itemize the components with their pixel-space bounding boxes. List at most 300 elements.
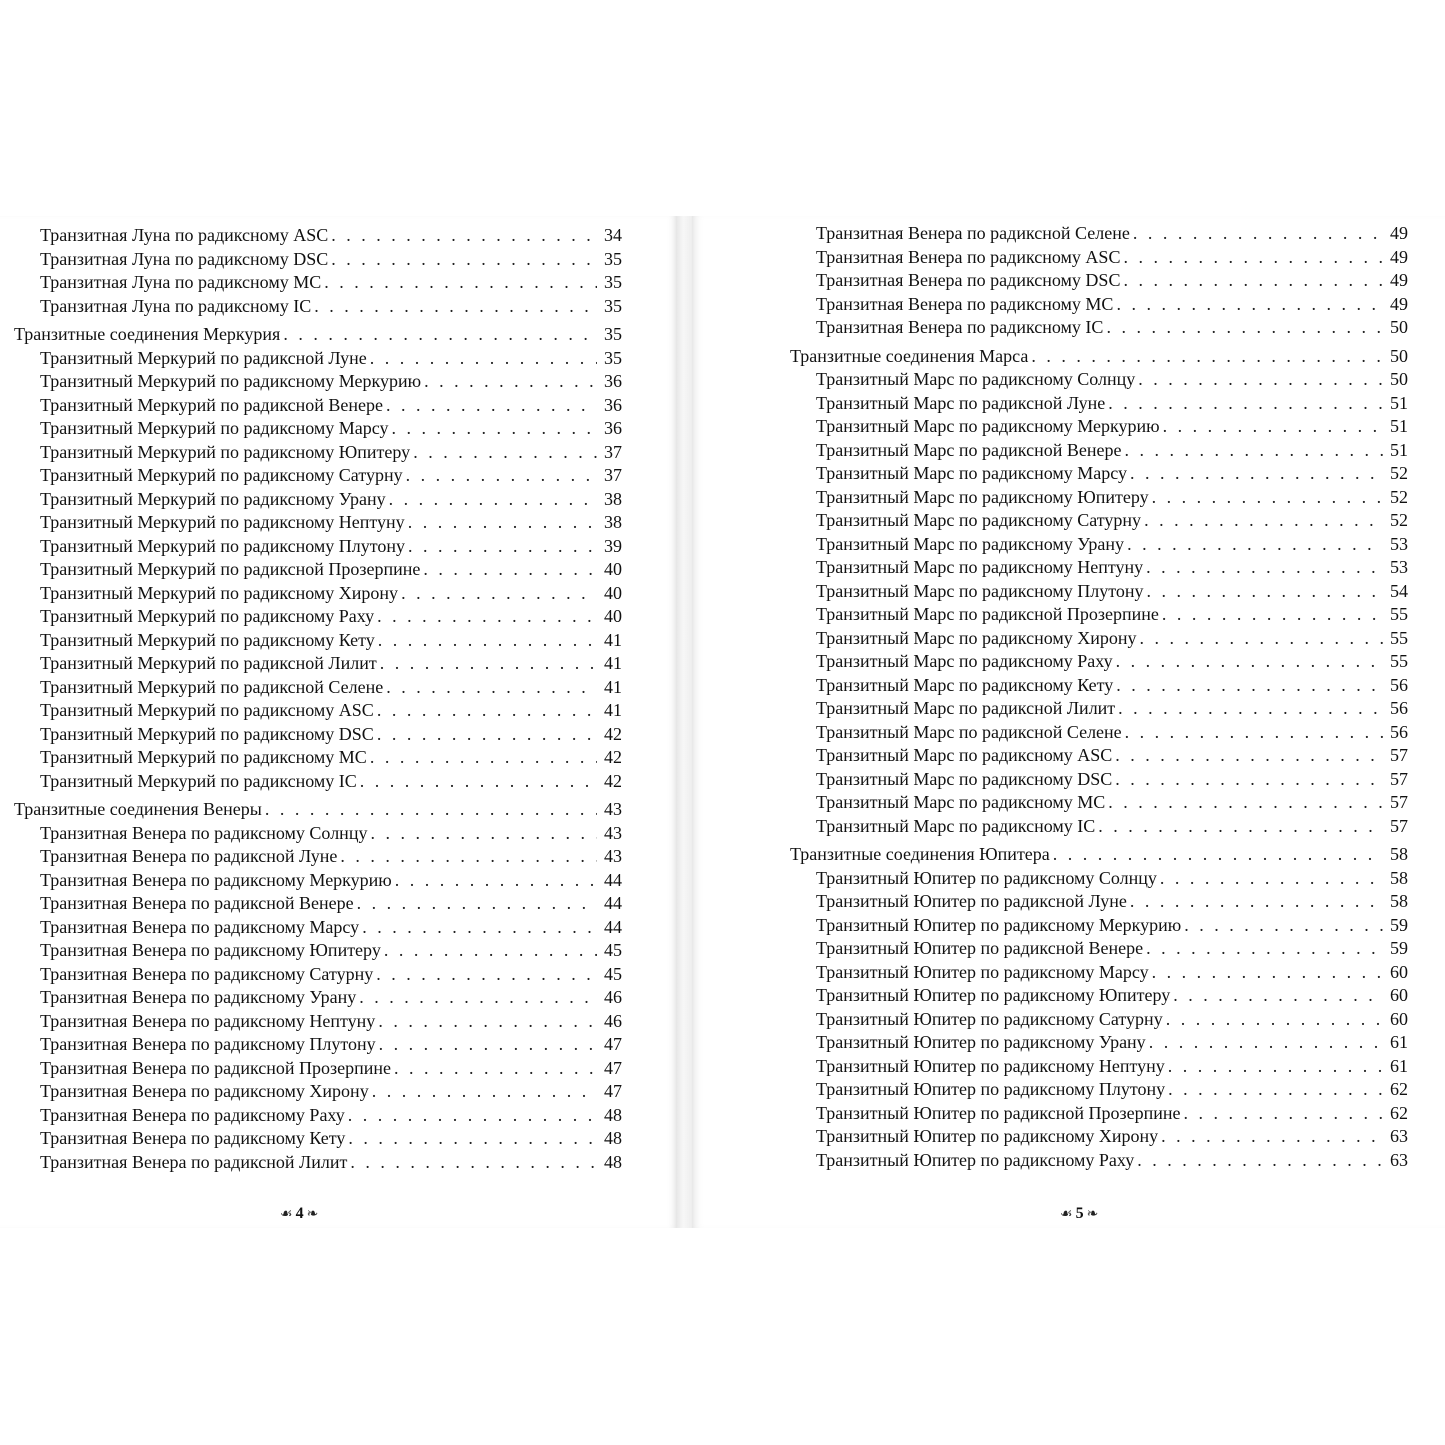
dot-leader [1108,791,1383,815]
dot-leader [1116,293,1383,317]
toc-entry-title: Транзитный Марс по радиксному DSC [816,768,1113,789]
toc-entry-title: Транзитная Венера по радиксному Юпитеру [40,940,381,960]
toc-entry-page-number: 36 [604,418,622,438]
dot-leader [1166,1008,1383,1032]
toc-entry-page-number: 42 [604,723,622,744]
dot-leader [331,224,597,248]
toc-entry-title: Транзитный Юпитер по радиксному Нептуну [816,1055,1165,1076]
toc-entry-page-number: 57 [1390,815,1408,836]
dot-leader [362,916,597,940]
toc-entry-title: Транзитный Меркурий по радиксной Венере [40,394,383,415]
toc-entry-title: Транзитный Марс по радиксной Селене [816,721,1122,742]
dot-leader [380,652,597,676]
toc-entry [790,697,1408,721]
dot-leader [1162,603,1383,627]
toc-entry-title: Транзитный Марс по радиксной Венере [816,439,1122,460]
dot-leader [359,986,597,1010]
toc-entry [790,937,1408,961]
toc-entry-title: Транзитная Венера по радиксной Прозерпине [40,1057,391,1078]
toc-entry [790,556,1408,580]
dot-leader [376,963,597,987]
toc-entry [790,791,1408,815]
toc-entry-title: Транзитная Луна по радиксному МС [40,272,322,292]
right-ornament-icon: ❧ [306,1206,319,1222]
dot-leader [389,488,597,512]
toc-entry-page-number: 61 [1390,1055,1408,1076]
dot-leader [314,295,597,319]
toc-entry-page-number: 35 [604,347,622,368]
toc-entry-page-number: 43 [604,846,622,866]
toc-entry [790,650,1408,674]
toc-entry-title: Транзитная Венера по радиксному ASC [816,246,1121,267]
toc-entry-page-number: 56 [1390,674,1408,695]
toc-entry-page-number: 42 [604,747,622,767]
toc-entry-title: Транзитный Марс по радиксной Прозерпине [816,604,1159,624]
toc-entry [14,1151,622,1175]
toc-entry-page-number: 41 [604,700,622,720]
toc-entry-title: Транзитный Юпитер по радиксной Венере [816,938,1144,958]
toc-entry-page-number: 48 [604,1128,622,1148]
toc-entry [790,867,1408,891]
toc-entry-page-number: 41 [604,629,622,650]
toc-entry-title: Транзитные соединения Марса [790,345,1029,366]
left-ornament-icon: ☙ [280,1206,293,1222]
toc-entry-page-number: 37 [604,441,622,462]
toc-entry [14,558,622,582]
toc-entry-title: Транзитный Марс по радиксному Сатурну [816,510,1142,530]
toc-entry-page-number: 51 [1390,416,1408,436]
toc-entry-title: Транзитный Марс по радиксному Плутону [816,580,1144,601]
dot-leader [1118,697,1383,721]
toc-entry-title: Транзитный Меркурий по радиксному Кету [40,629,375,650]
toc-entry [14,441,622,465]
book-gutter [676,216,692,1228]
toc-entry-page-number: 40 [604,606,622,626]
toc-entry-title: Транзитный Марс по радиксному Солнцу [816,369,1136,389]
toc-entry [14,822,622,846]
toc-entry [14,511,622,535]
toc-entry [14,963,622,987]
toc-entry [790,222,1408,246]
right-page-number-text: 5 [1075,1205,1084,1222]
dot-leader [1152,961,1383,985]
toc-entry-title: Транзитная Венера по радиксному Раху [40,1104,345,1125]
dot-leader [1138,368,1383,392]
toc-entry [14,582,622,606]
dot-leader [348,1127,597,1151]
toc-entry [14,605,622,629]
toc-entry-title: Транзитный Марс по радиксному Марсу [816,463,1128,483]
toc-entry [14,394,622,418]
toc-entry-page-number: 60 [1390,985,1408,1005]
toc-entry-page-number: 50 [1390,345,1408,366]
toc-entry-title: Транзитный Марс по радиксному МС [816,792,1106,812]
toc-entry-title: Транзитная Луна по радиксному DSC [40,248,329,269]
dot-leader [1146,556,1383,580]
toc-entry-page-number: 56 [1390,721,1408,742]
toc-entry-title: Транзитный Меркурий по радиксному IC [40,770,357,791]
toc-entry-page-number: 41 [604,676,622,697]
toc-entry [14,464,622,488]
dot-leader [394,1057,597,1081]
dot-leader [1133,222,1383,246]
toc-entry-title: Транзитная Венера по радиксному IC [816,317,1104,337]
left-toc-list [14,224,622,1174]
toc-entry-title: Транзитная Венера по радиксной Селене [816,223,1130,243]
left-ornament-icon: ☙ [1060,1206,1073,1222]
toc-entry-title: Транзитная Венера по радиксному Кету [40,1128,346,1148]
toc-entry-title: Транзитный Марс по радиксному ASC [816,745,1113,765]
dot-leader [1173,984,1383,1008]
dot-leader [357,892,597,916]
dot-leader [360,770,597,794]
toc-entry [790,269,1408,293]
dot-leader [331,248,597,272]
toc-entry-page-number: 45 [604,940,622,960]
toc-entry-title: Транзитный Юпитер по радиксному Раху [816,1149,1135,1170]
toc-entry-title: Транзитная Луна по радиксному ASC [40,225,329,245]
dot-leader [1184,914,1383,938]
toc-entry-page-number: 44 [604,893,622,913]
dot-leader [1146,937,1383,961]
dot-leader [370,746,597,770]
toc-entry [14,869,622,893]
toc-entry [790,721,1408,745]
toc-entry [790,486,1408,510]
toc-entry-page-number: 34 [604,225,622,245]
dot-leader [1125,721,1383,745]
toc-entry [14,746,622,770]
dot-leader [377,699,597,723]
toc-entry-title: Транзитный Меркурий по радиксному МС [40,747,367,767]
toc-entry [790,1008,1408,1032]
toc-entry-page-number: 53 [1390,557,1408,577]
toc-entry-title: Транзитный Марс по радиксному Кету [816,674,1114,695]
toc-entry-title: Транзитная Венера по радиксному МС [816,293,1114,314]
toc-entry [790,1149,1408,1173]
dot-leader [1147,580,1383,604]
dot-leader [1183,1102,1383,1126]
toc-entry [14,1080,622,1104]
toc-entry-title: Транзитный Меркурий по радиксному ASC [40,700,374,720]
toc-entry-page-number: 35 [604,272,622,292]
toc-entry-page-number: 60 [1390,961,1408,982]
toc-entry-page-number: 61 [1390,1032,1408,1052]
dot-leader [1168,1078,1383,1102]
toc-entry-title: Транзитный Меркурий по радиксной Селене [40,676,384,697]
dot-leader [1116,650,1383,674]
toc-entry-page-number: 49 [1390,270,1408,290]
toc-entry-page-number: 42 [604,770,622,791]
dot-leader [1031,345,1383,369]
toc-entry [14,488,622,512]
toc-entry-title: Транзитная Венера по радиксному DSC [816,270,1121,290]
toc-entry-page-number: 63 [1390,1126,1408,1146]
dot-leader [408,511,597,535]
toc-entry-page-number: 47 [604,1057,622,1078]
toc-entry-page-number: 51 [1390,439,1408,460]
toc-entry [790,368,1408,392]
toc-entry [14,224,622,248]
dot-leader [1144,509,1383,533]
toc-entry-page-number: 45 [604,963,622,984]
toc-entry-title: Транзитный Меркурий по радиксному Сатурну [40,465,403,485]
toc-entry-title: Транзитная Венера по радиксному Плутону [40,1034,376,1054]
left-page-number [280,1205,318,1223]
toc-section-entry [14,323,622,347]
toc-entry [14,723,622,747]
toc-entry [14,248,622,272]
toc-entry [790,768,1408,792]
toc-entry-title: Транзитный Марс по радиксному Урану [816,533,1125,554]
toc-entry-title: Транзитные соединения Юпитера [790,844,1050,864]
toc-entry-title: Транзитный Меркурий по радиксному Марсу [40,418,389,438]
dot-leader [406,464,597,488]
toc-entry [790,580,1408,604]
toc-entry-page-number: 39 [604,535,622,556]
dot-leader [1115,768,1383,792]
toc-section-entry [790,843,1408,867]
toc-entry [790,1078,1408,1102]
toc-entry-title: Транзитный Меркурий по радиксному Хирону [40,582,399,603]
toc-entry-title: Транзитный Марс по радиксному Меркурию [816,416,1160,436]
dot-leader [350,1151,597,1175]
dot-leader [1149,1031,1383,1055]
toc-entry-page-number: 55 [1390,651,1408,671]
toc-entry-title: Транзитный Юпитер по радиксному Хирону [816,1126,1159,1146]
dot-leader [1168,1055,1383,1079]
toc-entry-page-number: 53 [1390,533,1408,554]
toc-entry-page-number: 52 [1390,486,1408,507]
toc-entry-title: Транзитные соединения Меркурия [14,324,281,344]
toc-entry-page-number: 49 [1390,293,1408,314]
dot-leader [378,629,597,653]
dot-leader [424,370,597,394]
dot-leader [1137,1149,1383,1173]
toc-entry-title: Транзитная Венера по радиксному Марсу [40,916,360,937]
toc-entry-page-number: 59 [1390,914,1408,935]
toc-entry [14,770,622,794]
toc-entry-page-number: 57 [1390,745,1408,765]
toc-entry-title: Транзитный Юпитер по радиксному Сатурну [816,1008,1163,1029]
toc-entry-page-number: 60 [1390,1008,1408,1029]
dot-leader [1163,415,1383,439]
toc-entry-title: Транзитный Марс по радиксному IC [816,815,1096,836]
dot-leader [1160,867,1383,891]
toc-entry-page-number: 43 [604,822,622,843]
toc-entry [790,246,1408,270]
toc-entry [14,845,622,869]
toc-entry-page-number: 47 [604,1081,622,1101]
toc-entry [14,986,622,1010]
right-ornament-icon: ❧ [1086,1206,1099,1222]
toc-entry [790,293,1408,317]
dot-leader [283,323,597,347]
toc-entry [14,676,622,700]
toc-entry-page-number: 38 [604,488,622,509]
toc-entry-title: Транзитная Луна по радиксному IC [40,295,312,316]
dot-leader [392,417,597,441]
toc-entry [14,892,622,916]
toc-entry [14,417,622,441]
left-page-number-text: 4 [295,1205,304,1222]
dot-leader [1130,462,1383,486]
toc-entry-page-number: 50 [1390,317,1408,337]
toc-entry-page-number: 49 [1390,223,1408,243]
toc-entry-title: Транзитный Меркурий по радиксному Меркурию [40,371,422,391]
dot-leader [377,605,597,629]
toc-entry-page-number: 55 [1390,604,1408,624]
toc-entry-page-number: 38 [604,512,622,532]
toc-entry-page-number: 35 [604,295,622,316]
toc-entry-page-number: 59 [1390,938,1408,958]
toc-entry-page-number: 36 [604,394,622,415]
toc-entry [14,699,622,723]
toc-entry-page-number: 57 [1390,792,1408,812]
toc-entry [14,295,622,319]
toc-entry-title: Транзитный Марс по радиксной Луне [816,392,1106,413]
dot-leader [1108,392,1383,416]
toc-entry-page-number: 43 [604,799,622,819]
toc-entry [790,961,1408,985]
toc-entry-page-number: 48 [604,1151,622,1172]
toc-entry-title: Транзитный Марс по радиксному Юпитеру [816,486,1149,507]
toc-entry-title: Транзитный Меркурий по радиксной Прозерпине [40,559,421,579]
toc-entry-title: Транзитная Венера по радиксной Лилит [40,1151,348,1172]
toc-entry-title: Транзитный Меркурий по радиксной Луне [40,347,367,368]
dot-leader [401,582,597,606]
toc-entry [790,603,1408,627]
dot-leader [386,394,597,418]
toc-entry-page-number: 51 [1390,392,1408,413]
toc-entry-page-number: 54 [1390,580,1408,601]
toc-entry-page-number: 41 [604,653,622,673]
toc-entry-page-number: 62 [1390,1079,1408,1099]
toc-entry [790,984,1408,1008]
toc-entry [790,392,1408,416]
toc-entry-title: Транзитный Меркурий по радиксному Плутону [40,535,406,556]
toc-entry-title: Транзитные соединения Венеры [14,799,262,819]
toc-entry-title: Транзитная Венера по радиксной Луне [40,846,338,866]
toc-entry [790,914,1408,938]
toc-entry-page-number: 62 [1390,1102,1408,1123]
toc-entry [14,1010,622,1034]
toc-entry-page-number: 46 [604,987,622,1007]
toc-entry-title: Транзитный Марс по радиксному Раху [816,651,1113,671]
toc-entry [790,1031,1408,1055]
toc-entry-page-number: 44 [604,916,622,937]
dot-leader [413,441,597,465]
dot-leader [348,1104,597,1128]
toc-entry-page-number: 50 [1390,369,1408,389]
dot-leader [386,676,597,700]
dot-leader [265,798,597,822]
dot-leader [395,869,597,893]
dot-leader [379,1033,597,1057]
toc-entry-title: Транзитный Марс по радиксному Хирону [816,627,1137,648]
dot-leader [1123,246,1383,270]
dot-leader [324,271,597,295]
toc-entry-title: Транзитный Марс по радиксному Нептуну [816,557,1144,577]
toc-entry-title: Транзитная Венера по радиксной Венере [40,893,354,913]
dot-leader [1130,890,1383,914]
toc-entry-page-number: 58 [1390,844,1408,864]
dot-leader [1140,627,1383,651]
dot-leader [1123,269,1383,293]
toc-entry [790,462,1408,486]
toc-entry [790,1102,1408,1126]
toc-entry-page-number: 56 [1390,698,1408,718]
dot-leader [1106,316,1383,340]
dot-leader [1053,843,1383,867]
dot-leader [1116,674,1383,698]
toc-entry [790,509,1408,533]
toc-entry-page-number: 40 [604,559,622,579]
toc-entry-page-number: 55 [1390,627,1408,648]
toc-entry [14,535,622,559]
toc-entry [14,347,622,371]
toc-entry-page-number: 36 [604,371,622,391]
toc-entry-title: Транзитный Меркурий по радиксной Лилит [40,653,377,673]
toc-entry-title: Транзитная Венера по радиксному Хирону [40,1081,369,1101]
dot-leader [1152,486,1383,510]
toc-entry-page-number: 58 [1390,867,1408,888]
toc-entry-title: Транзитный Юпитер по радиксной Луне [816,891,1127,911]
toc-entry-title: Транзитная Венера по радиксному Меркурию [40,869,392,890]
toc-entry-page-number: 47 [604,1034,622,1054]
toc-entry [790,533,1408,557]
toc-entry-title: Транзитный Меркурий по радиксному DSC [40,723,374,744]
toc-entry-title: Транзитный Меркурий по радиксному Юпитеру [40,441,411,462]
toc-entry [790,815,1408,839]
toc-entry [14,271,622,295]
toc-entry [14,629,622,653]
dot-leader [372,1080,597,1104]
toc-section-entry [790,345,1408,369]
dot-leader [1161,1125,1383,1149]
dot-leader [1115,744,1383,768]
right-page-number [1060,1205,1098,1223]
toc-entry [14,1127,622,1151]
dot-leader [1127,533,1383,557]
dot-leader [370,822,597,846]
dot-leader [423,558,597,582]
dot-leader [370,347,597,371]
dot-leader [340,845,597,869]
toc-entry-title: Транзитная Венера по радиксному Солнцу [40,822,368,843]
toc-entry-page-number: 35 [604,248,622,269]
toc-entry-page-number: 58 [1390,891,1408,911]
toc-entry [790,744,1408,768]
toc-entry [790,1125,1408,1149]
toc-entry [790,415,1408,439]
dot-leader [377,723,597,747]
toc-entry-title: Транзитный Юпитер по радиксному Марсу [816,961,1149,982]
toc-entry-page-number: 37 [604,465,622,485]
toc-entry-title: Транзитный Меркурий по радиксному Нептуну [40,512,405,532]
toc-entry [790,316,1408,340]
dot-leader [1124,439,1383,463]
dot-leader [1098,815,1383,839]
toc-entry-page-number: 52 [1390,463,1408,483]
toc-entry-title: Транзитный Меркурий по радиксному Раху [40,606,375,626]
toc-entry-page-number: 48 [604,1104,622,1125]
toc-entry [14,370,622,394]
toc-entry-page-number: 49 [1390,246,1408,267]
toc-entry-title: Транзитный Марс по радиксной Лилит [816,698,1116,718]
toc-entry-title: Транзитная Венера по радиксному Нептуну [40,1010,376,1031]
toc-entry [14,939,622,963]
